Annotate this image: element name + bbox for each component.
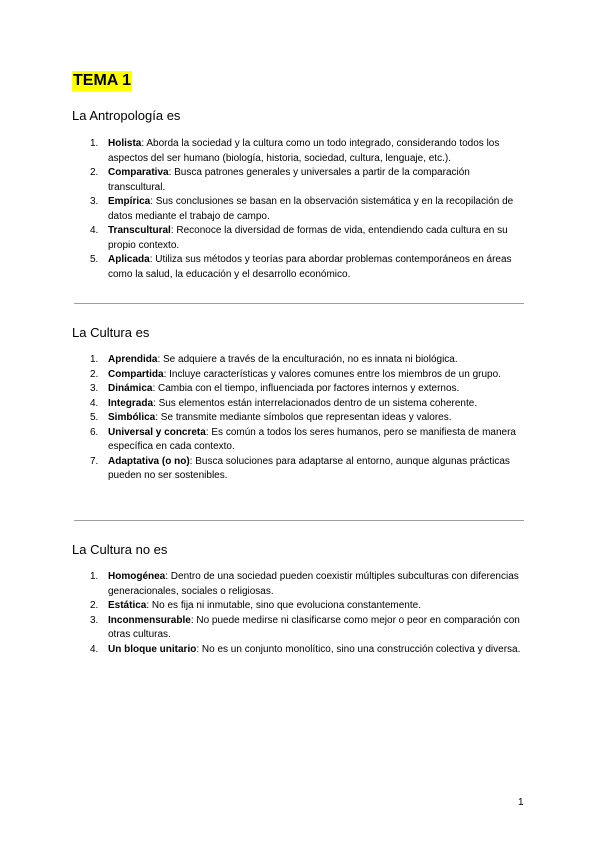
page-title: TEMA 1 (73, 72, 132, 89)
section-divider (74, 303, 524, 304)
list-item: 4. Un bloque unitario: No es un conjunto monolítico, sino una construcción colectiva y diversa. (90, 643, 521, 655)
list-item: 3. Dinámica: Cambia con el tiempo, influenciada por factores internos y externos. (90, 383, 460, 394)
list-item: 4. Integrada: Sus elementos están interrelacionados dentro de un sistema coherente. (90, 397, 478, 409)
list-item: 2. Comparativa: Busca patrones generales y universales a partir de la comparación transcultural. (90, 167, 470, 193)
list-item: 1. Holista: Aborda la sociedad y la cultura como un todo integrado, considerando todos los aspectos del ser humano (biología, historia, sociedad, cultura, lenguaje, etc.). (90, 138, 500, 164)
list-item: 4. Transcultural: Reconoce la diversidad de formas de vida, entendiendo cada cultura en su propio contexto. (90, 225, 508, 251)
list-item: 1. Aprendida: Se adquiere a través de la enculturación, no es innata ni biológica. (90, 354, 458, 365)
page-number: 1 (518, 797, 524, 808)
list-item: 3. Empírica: Sus conclusiones se basan en la observación sistemática y en la recopilación de datos mediante el trabajo de campo. (90, 196, 514, 222)
list-item: 5. Aplicada: Utiliza sus métodos y teorías para abordar problemas contemporáneos en áreas como la salud, la educación y el desarrollo económico. (90, 254, 512, 280)
section-heading-cultura-es: La Cultura es (72, 325, 150, 340)
list-item: 2. Compartida: Incluye características y valores comunes entre los miembros de un grupo. (90, 368, 501, 380)
list-antropologia (86, 137, 526, 282)
list-cultura-no-es (86, 570, 526, 657)
section-divider (74, 520, 524, 521)
list-item: 2. Estática: No es fija ni inmutable, sino que evoluciona constantemente. (90, 600, 421, 611)
list-item: 1. Homogénea: Dentro de una sociedad pueden coexistir múltiples subculturas con diferencias generacionales, sociales o religiosas. (90, 571, 519, 597)
section-heading-cultura-no-es: La Cultura no es (72, 542, 168, 557)
list-item: 7. Adaptativa (o no): Busca soluciones para adaptarse al entorno, aunque algunas prácticas pueden no ser sostenibles. (90, 455, 510, 481)
list-item: 6. Universal y concreta: Es común a todos los seres humanos, pero se manifiesta de manera específica en cada contexto. (90, 426, 516, 452)
list-cultura-es (86, 353, 526, 484)
list-item: 3. Inconmensurable: No puede medirse ni clasificarse como mejor o peor en comparación con otras culturas. (90, 614, 520, 640)
list-item: 5. Simbólica: Se transmite mediante símbolos que representan ideas y valores. (90, 412, 452, 423)
section-heading-antropologia: La Antropología es (72, 108, 181, 123)
